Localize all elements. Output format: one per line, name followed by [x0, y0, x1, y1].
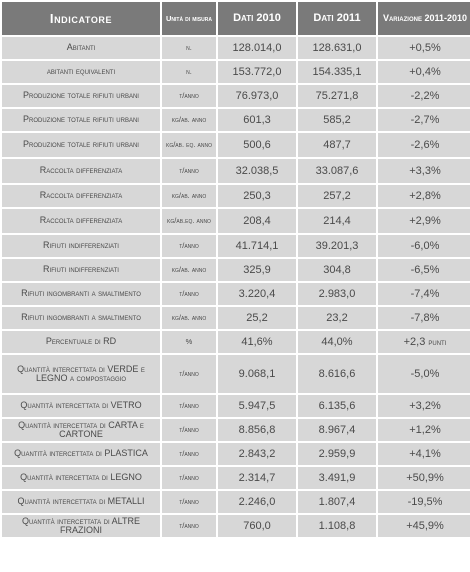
table-row: [2, 61, 470, 83]
cell-indicatore: Quantità intercettata di METALLI: [2, 491, 160, 513]
cell-dati-2010: 250,3: [218, 185, 296, 207]
cell-variazione: [378, 85, 470, 107]
header-variazione: Variazione 2011-2010: [378, 2, 470, 35]
table-row: [2, 355, 470, 393]
cell-unita: kg/ab. anno: [162, 109, 216, 131]
cell-indicatore: Rifiuti indifferenziati: [2, 259, 160, 281]
cell-dati-2010: 2.843,2: [218, 443, 296, 465]
cell-dati-2010: 41,6%: [218, 331, 296, 353]
cell-unita: t/anno: [162, 85, 216, 107]
cell-unita: t/anno: [162, 515, 216, 537]
variazione-value: -6,5%: [410, 264, 440, 276]
cell-indicatore: Raccolta differenziata: [2, 209, 160, 233]
cell-indicatore: Quantità intercettata di ALTRE FRAZIONI: [2, 515, 160, 537]
header-dati-2010: Dati 2010: [218, 2, 296, 35]
variazione-value: -2,6%: [410, 139, 440, 151]
variazione-suffix: punti: [428, 337, 447, 347]
cell-dati-2011: 6.135,6: [298, 395, 376, 417]
variazione-value: +0,4%: [409, 66, 441, 78]
table-row: [2, 395, 470, 417]
variazione-value: +2,9%: [409, 215, 441, 227]
cell-dati-2011: 8.967,4: [298, 419, 376, 441]
cell-dati-2010: 2.246,0: [218, 491, 296, 513]
cell-variazione: [378, 37, 470, 59]
cell-variazione: [378, 331, 470, 353]
cell-variazione: [378, 109, 470, 131]
table-row: [2, 37, 470, 59]
header-unita: Unità di misura: [162, 2, 216, 35]
variazione-value: +2,8%: [409, 190, 441, 202]
table-row: [2, 159, 470, 183]
cell-dati-2011: 257,2: [298, 185, 376, 207]
cell-dati-2011: 39.201,3: [298, 235, 376, 257]
cell-dati-2011: 44,0%: [298, 331, 376, 353]
cell-dati-2011: 214,4: [298, 209, 376, 233]
cell-unita: t/anno: [162, 355, 216, 393]
cell-dati-2011: 1.807,4: [298, 491, 376, 513]
cell-unita: t/anno: [162, 467, 216, 489]
table-row: [2, 491, 470, 513]
cell-indicatore: Quantità intercettata di VERDE e LEGNO a compostaggio: [2, 355, 160, 393]
table-row: [2, 443, 470, 465]
cell-variazione: [378, 185, 470, 207]
cell-dati-2010: 41.714,1: [218, 235, 296, 257]
cell-dati-2011: 128.631,0: [298, 37, 376, 59]
variazione-value: +50,9%: [406, 472, 444, 484]
cell-dati-2011: 487,7: [298, 133, 376, 157]
variazione-value: +4,1%: [409, 448, 441, 460]
table-row: [2, 235, 470, 257]
cell-dati-2011: 154.335,1: [298, 61, 376, 83]
cell-unita: t/anno: [162, 395, 216, 417]
cell-variazione: [378, 395, 470, 417]
cell-variazione: [378, 209, 470, 233]
cell-indicatore: Quantità intercettata di VETRO: [2, 395, 160, 417]
cell-dati-2011: 2.959,9: [298, 443, 376, 465]
cell-dati-2010: 128.014,0: [218, 37, 296, 59]
cell-dati-2010: 25,2: [218, 307, 296, 329]
variazione-value: +45,9%: [406, 520, 444, 532]
cell-unita: %: [162, 331, 216, 353]
cell-unita: t/anno: [162, 283, 216, 305]
cell-unita: kg/ab. eq. anno: [162, 133, 216, 157]
cell-indicatore: Raccolta differenziata: [2, 185, 160, 207]
variazione-value: +2,3: [403, 336, 426, 348]
cell-variazione: [378, 443, 470, 465]
cell-unita: t/anno: [162, 159, 216, 183]
cell-unita: kg/ab. anno: [162, 259, 216, 281]
cell-variazione: [378, 419, 470, 441]
cell-indicatore: Quantità intercettata di CARTA e CARTONE: [2, 419, 160, 441]
variazione-value: +3,2%: [409, 400, 441, 412]
cell-dati-2011: 3.491,9: [298, 467, 376, 489]
cell-unita: kg/ab. anno: [162, 185, 216, 207]
variazione-value: +1,2%: [409, 424, 441, 436]
variazione-value: -2,2%: [410, 90, 440, 102]
table-row: [2, 109, 470, 131]
cell-indicatore: Produzione totale rifiuti urbani: [2, 133, 160, 157]
cell-variazione: [378, 515, 470, 537]
cell-dati-2011: 2.983,0: [298, 283, 376, 305]
variazione-value: -5,0%: [410, 368, 440, 380]
cell-unita: t/anno: [162, 235, 216, 257]
cell-indicatore: Produzione totale rifiuti urbani: [2, 85, 160, 107]
variazione-value: +3,3%: [409, 165, 441, 177]
cell-variazione: [378, 133, 470, 157]
cell-unita: n.: [162, 37, 216, 59]
cell-indicatore: Produzione totale rifiuti urbani: [2, 109, 160, 131]
cell-unita: t/anno: [162, 443, 216, 465]
header-row: [2, 2, 470, 35]
cell-indicatore: Percentuale di RD: [2, 331, 160, 353]
cell-variazione: [378, 235, 470, 257]
cell-unita: t/anno: [162, 491, 216, 513]
cell-unita: kg/ab. anno: [162, 307, 216, 329]
cell-dati-2011: 1.108,8: [298, 515, 376, 537]
variazione-value: -2,7%: [410, 114, 440, 126]
header-indicatore: Indicatore: [2, 2, 160, 35]
cell-indicatore: Rifiuti ingombranti a smaltimento: [2, 283, 160, 305]
cell-variazione: [378, 355, 470, 393]
cell-unita: kg/ab.eq. anno: [162, 209, 216, 233]
cell-indicatore: Quantità intercettata di PLASTICA: [2, 443, 160, 465]
cell-dati-2010: 5.947,5: [218, 395, 296, 417]
cell-variazione: [378, 61, 470, 83]
cell-indicatore: Raccolta differenziata: [2, 159, 160, 183]
cell-indicatore: Quantità intercettata di LEGNO: [2, 467, 160, 489]
table-body: [2, 37, 470, 537]
cell-dati-2011: 33.087,6: [298, 159, 376, 183]
cell-dati-2010: 9.068,1: [218, 355, 296, 393]
table-row: [2, 133, 470, 157]
table-row: [2, 85, 470, 107]
variazione-value: -19,5%: [407, 496, 443, 508]
variazione-value: +0,5%: [409, 42, 441, 54]
variazione-value: -6,0%: [410, 240, 440, 252]
cell-variazione: [378, 467, 470, 489]
cell-dati-2011: 23,2: [298, 307, 376, 329]
variazione-value: -7,8%: [410, 312, 440, 324]
table-row: [2, 283, 470, 305]
table-row: [2, 209, 470, 233]
cell-dati-2011: 8.616,6: [298, 355, 376, 393]
cell-variazione: [378, 491, 470, 513]
cell-dati-2010: 8.856,8: [218, 419, 296, 441]
cell-variazione: [378, 259, 470, 281]
cell-dati-2011: 304,8: [298, 259, 376, 281]
cell-dati-2010: 760,0: [218, 515, 296, 537]
cell-indicatore: abitanti equivalenti: [2, 61, 160, 83]
cell-dati-2010: 325,9: [218, 259, 296, 281]
table-row: [2, 307, 470, 329]
cell-variazione: [378, 159, 470, 183]
cell-indicatore: Rifiuti indifferenziati: [2, 235, 160, 257]
table-row: [2, 515, 470, 537]
cell-indicatore: Rifiuti ingombranti a smaltimento: [2, 307, 160, 329]
variazione-value: -7,4%: [410, 288, 440, 300]
table-row: [2, 419, 470, 441]
table-row: [2, 259, 470, 281]
cell-dati-2010: 500,6: [218, 133, 296, 157]
table-row: [2, 467, 470, 489]
cell-variazione: [378, 283, 470, 305]
table-header: [2, 2, 470, 35]
cell-dati-2011: 585,2: [298, 109, 376, 131]
cell-dati-2010: 208,4: [218, 209, 296, 233]
cell-dati-2010: 153.772,0: [218, 61, 296, 83]
cell-dati-2010: 3.220,4: [218, 283, 296, 305]
cell-indicatore: Abitanti: [2, 37, 160, 59]
cell-dati-2010: 601,3: [218, 109, 296, 131]
cell-unita: n.: [162, 61, 216, 83]
cell-unita: t/anno: [162, 419, 216, 441]
cell-dati-2010: 32.038,5: [218, 159, 296, 183]
cell-dati-2010: 2.314,7: [218, 467, 296, 489]
cell-dati-2011: 75.271,8: [298, 85, 376, 107]
cell-variazione: [378, 307, 470, 329]
table-row: [2, 331, 470, 353]
table-row: [2, 185, 470, 207]
header-dati-2011: Dati 2011: [298, 2, 376, 35]
cell-dati-2010: 76.973,0: [218, 85, 296, 107]
